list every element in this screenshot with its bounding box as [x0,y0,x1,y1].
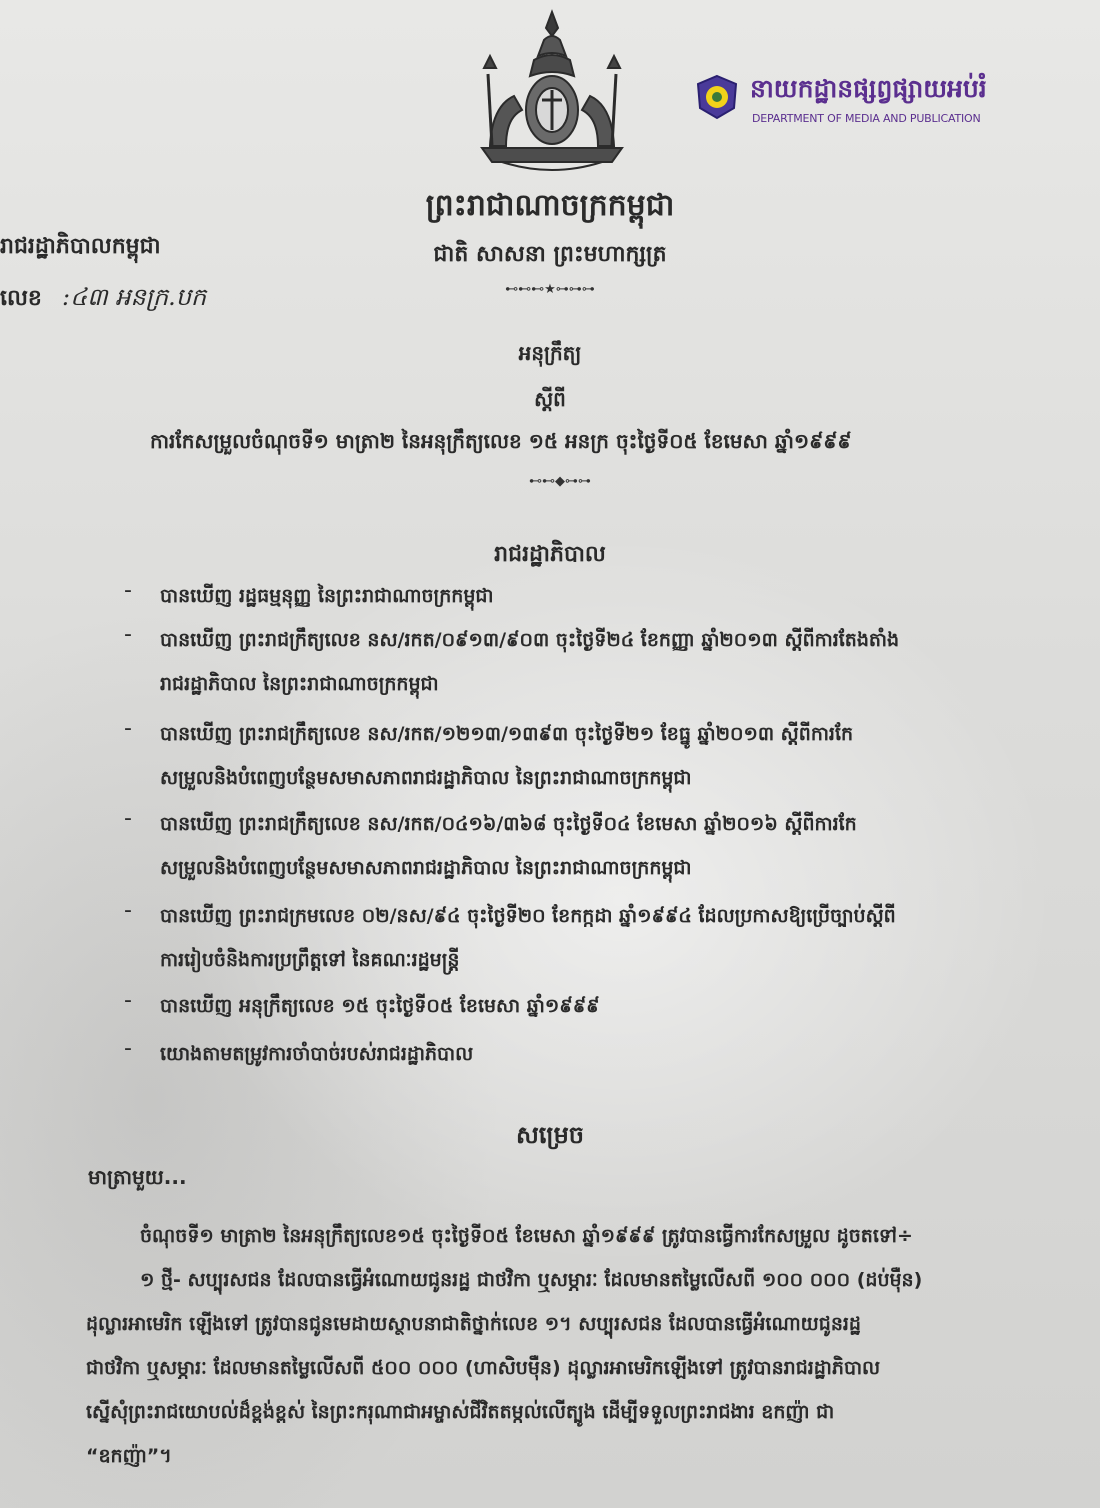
department-name-khmer: នាយកដ្ឋានផ្សព្វផ្សាយអប់រំ [750,74,987,103]
recital-line: បានឃើញ រដ្ឋធម្មនុញ្ញ នៃព្រះរាជាណាចក្រកម្ពុជា [160,585,494,607]
recital-line: សម្រួលនិងបំពេញបន្ថែមសមាសភាពរាជរដ្ឋាភិបាល នៃព្រះរាជាណាចក្រកម្ពុជា [160,767,692,789]
department-name-english: DEPARTMENT OF MEDIA AND PUBLICATION [752,112,981,125]
department-logo-icon [694,74,740,120]
recital-dash: - [124,716,132,741]
recital-line: ការរៀបចំនិងការប្រព្រឹត្តទៅ នៃគណៈរដ្ឋមន្ត្រី [160,949,460,971]
recital-item [160,984,1050,1028]
document-number-label: លេខ [0,286,42,311]
recital-line: បានឃើញ ព្រះរាជក្រឹត្យលេខ នស/រកត/១២១៣/១៣៩៣ ចុះថ្ងៃទី២១ ខែធ្នូ ឆ្នាំ២០១៣ ស្តីពីការកែ [160,723,854,745]
header-ornament: ⊷⊷⊷★⊶⊶⊶ [505,282,595,297]
body-paragraph-line: ១ ថ្មី- សប្បុរសជន ដែលបានធ្វើអំណោយជូនរដ្ឋ ជាថវិកា ឬសម្ភារៈ ដែលមានតម្លៃលើសពី ១០០ ០០០ (ដប់ម៉ឺន) [140,1269,923,1291]
recital-line: បានឃើញ ព្រះរាជក្រឹត្យលេខ នស/រកត/០៩១៣/៩០៣ ចុះថ្ងៃទី២៤ ខែកញ្ញា ឆ្នាំ២០១៣ ស្តីពីការតែងតាំង [160,629,900,651]
kingdom-title: ព្រះរាជាណាចក្រកម្ពុជា [425,188,675,223]
recital-item [160,712,1050,800]
concerning-label: ស្តីពី [534,387,566,411]
recital-dash: - [124,578,132,603]
body-paragraph-line: ជាថវិកា ឬសម្ភារៈ ដែលមានតម្លៃលើសពី ៥០០ ០០០ (ហាសិបម៉ឺន) ដុល្លារអាមេរិកឡើងទៅ ត្រូវបានរាជរដ្ឋាភិបាល [86,1357,881,1379]
body-paragraph-line: “ឧកញ៉ា”។ [86,1445,172,1467]
recital-item [160,802,1050,890]
document-subject: ការកែសម្រួលចំណុចទី១ មាត្រា២ នៃអនុក្រឹត្យលេខ ១៥ អនក្រ ចុះថ្ងៃទី០៥ ខែមេសា ឆ្នាំ១៩៩៩ [150,429,852,453]
recital-line: បានឃើញ ព្រះរាជក្រមលេខ ០២/នស/៩៤ ចុះថ្ងៃទី២០ ខែកក្កដា ឆ្នាំ១៩៩៤ ដែលប្រកាសឱ្យប្រើច្បាប់ស្តីពី [160,905,896,927]
article-title: មាត្រាមួយ... [88,1165,187,1189]
recital-item [160,894,1050,982]
body-paragraph-line: ដុល្លារអាមេរិក ឡើងទៅ ត្រូវបានជូនមេដាយស្ថាបនាជាតិថ្នាក់លេខ ១។ សប្បុរសជន ដែលបានធ្វើអំណោយជូនរដ្ឋ [86,1313,861,1335]
government-heading: រាជរដ្ឋាភិបាល [494,542,606,567]
recital-item [160,618,1050,706]
royal-coat-of-arms [462,6,642,178]
recital-dash: - [124,622,132,647]
recital-line: បានឃើញ ព្រះរាជក្រឹត្យលេខ នស/រកត/០៤១៦/៣៦៨ ចុះថ្ងៃទី០៤ ខែមេសា ឆ្នាំ២០១៦ ស្តីពីការកែ [160,813,857,835]
recital-dash: - [124,988,132,1013]
title-ornament: ⊷⊷◆⊶⊶ [529,474,591,489]
recital-line: យោងតាមតម្រូវការចាំបាច់របស់រាជរដ្ឋាភិបាល [160,1043,474,1065]
recital-line: រាជរដ្ឋាភិបាល នៃព្រះរាជាណាចក្រកម្ពុជា [160,673,439,695]
document-number-value: :៤៣ អនក្រ.បក [62,283,207,311]
decision-heading: សម្រេច [515,1121,585,1149]
issuing-authority: រាជរដ្ឋាភិបាលកម្ពុជា [0,234,161,259]
recital-line: បានឃើញ អនុក្រឹត្យលេខ ១៥ ចុះថ្ងៃទី០៥ ខែមេសា ឆ្នាំ១៩៩៩ [160,995,600,1017]
recital-line: សម្រួលនិងបំពេញបន្ថែមសមាសភាពរាជរដ្ឋាភិបាល នៃព្រះរាជាណាចក្រកម្ពុជា [160,857,692,879]
recital-dash: - [124,898,132,923]
recital-item [160,1032,1050,1076]
document-type: អនុក្រឹត្យ [518,341,582,365]
recital-dash: - [124,806,132,831]
recital-item [160,574,1050,618]
recital-dash: - [124,1036,132,1061]
body-paragraph-line: ស្នើសុំព្រះរាជយោបល់ដ៏ខ្ពង់ខ្ពស់ នៃព្រះករុណាជាអម្ចាស់ជីវិតតម្កល់លើត្បូង ដើម្បីទទួលព្រះរាជងារ ឧកញ៉ា ជា [86,1401,835,1423]
national-motto: ជាតិ សាសនា ព្រះមហាក្សត្រ [433,242,667,267]
body-paragraph-line: ចំណុចទី១ មាត្រា២ នៃអនុក្រឹត្យលេខ១៥ ចុះថ្ងៃទី០៥ ខែមេសា ឆ្នាំ១៩៩៩ ត្រូវបានធ្វើការកែសម្រួល ដូចតទៅ÷ [140,1225,913,1247]
